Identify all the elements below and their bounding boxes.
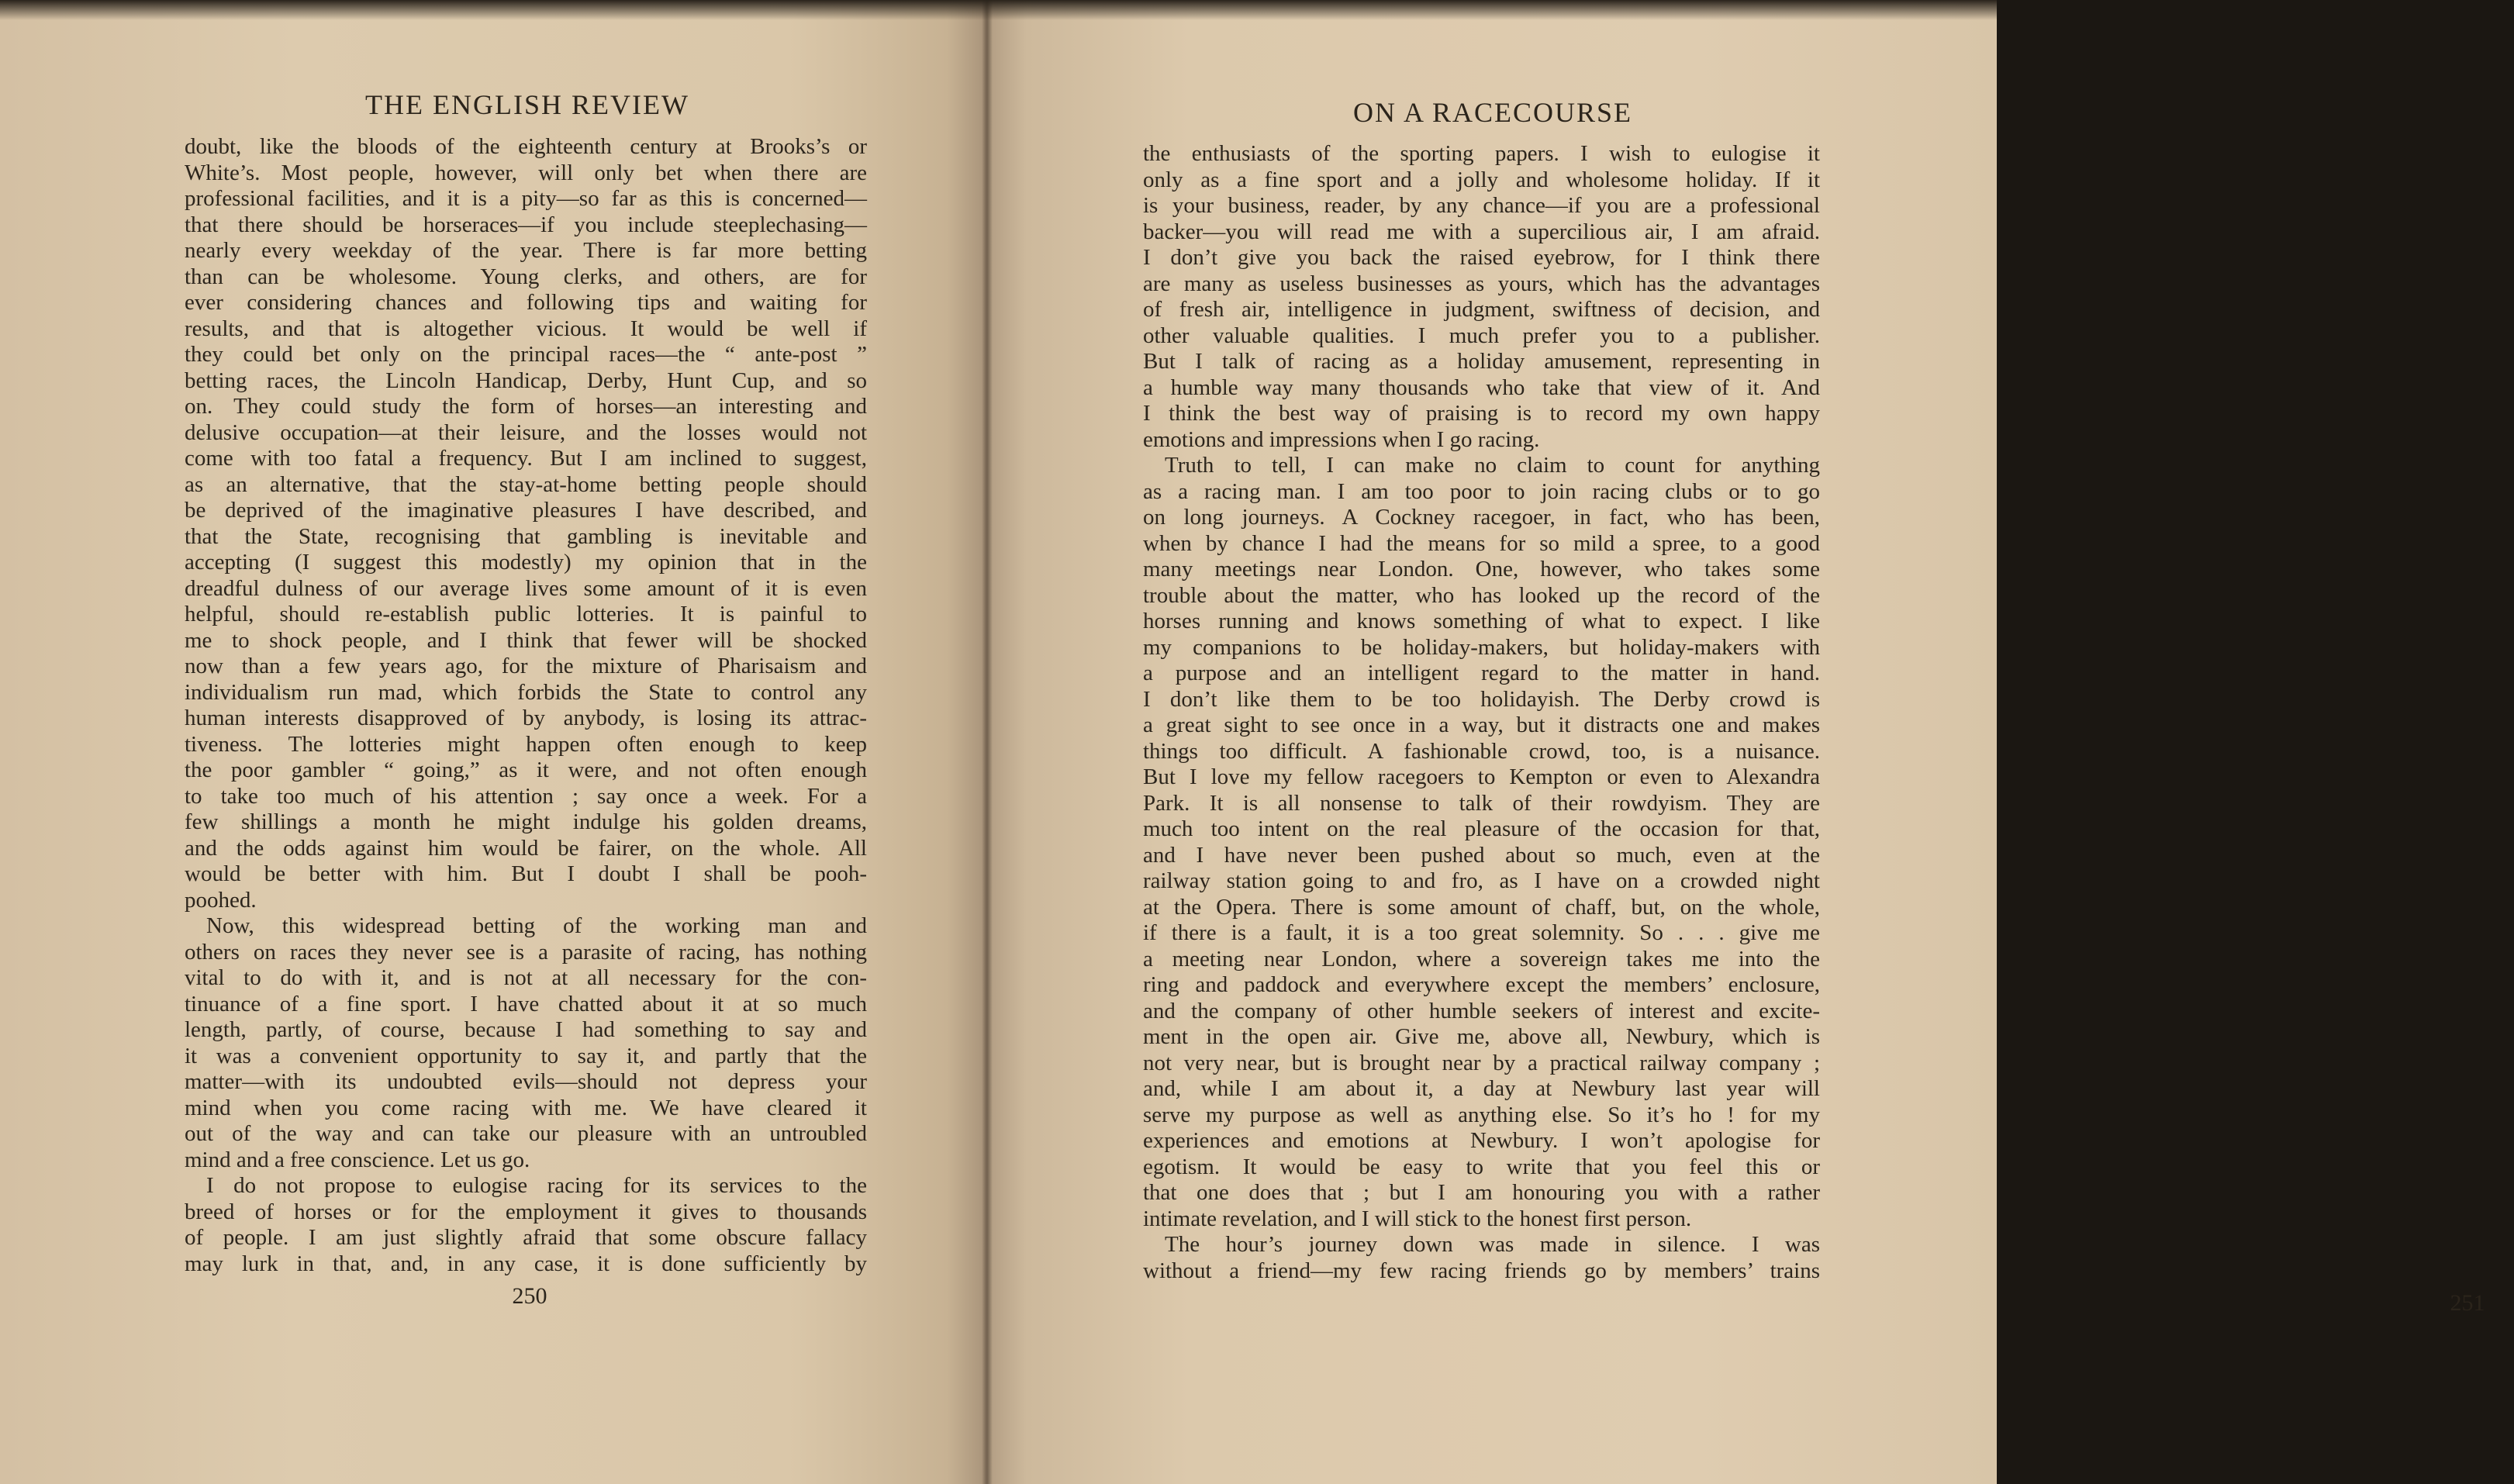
text-line: poohed. xyxy=(185,887,257,913)
text-line: delusive occupation—at their leisure, and the losses would not xyxy=(185,419,867,445)
text-line: my companions to be holiday-makers, but holiday-makers with xyxy=(1143,634,1820,660)
text-line: few shillings a month he might indulge his golden dreams, xyxy=(185,809,867,834)
text-line: matter—with its undoubted evils—should not depress your xyxy=(185,1069,867,1094)
text-line: accepting (I suggest this modestly) my opinion that in the xyxy=(185,550,867,575)
text-line: without a friend—my few racing friends go by members’ trains xyxy=(1143,1258,1820,1283)
text-line: is your business, reader, by any chance—if you are a professional xyxy=(1143,193,1820,218)
text-line: on. They could study the form of horses—an interesting and xyxy=(185,394,867,419)
text-line: the poor gambler “ going,” as it were, and not often enough xyxy=(185,758,867,782)
text-line: trouble about the matter, who has looked up the record of the xyxy=(1143,582,1820,608)
text-line: that there should be horseraces—if you include steeplechasing— xyxy=(185,212,867,237)
text-line: things too difficult. A fashionable crowd, too, is a nuisance. xyxy=(1143,738,1820,764)
text-line: mind and a free conscience. Let us go. xyxy=(185,1147,530,1172)
text-line: mind when you come racing with me. We have cleared it xyxy=(185,1095,867,1120)
text-line: a purpose and an intelligent regard to the matter in hand. xyxy=(1143,661,1820,685)
text-line: and, while I am about it, a day at Newbury last year will xyxy=(1143,1076,1820,1101)
text-line: if there is a fault, it is a too great solemnity. So . . . give me xyxy=(1143,920,1820,945)
text-line: that one does that ; but I am honouring you with a rather xyxy=(1143,1180,1820,1205)
text-line: breed of horses or for the employment it gives to thousands xyxy=(185,1199,867,1224)
text-line: nearly every weekday of the year. There is far more betting xyxy=(185,238,867,263)
text-line: human interests disapproved of by anybody, is losing its attrac- xyxy=(185,706,867,730)
text-line: it was a convenient opportunity to say it, and partly that the xyxy=(185,1043,867,1068)
text-line: results, and that is altogether vicious. It would be well if xyxy=(185,316,867,341)
text-line: much too intent on the real pleasure of the occasion for that, xyxy=(1143,816,1820,841)
text-line: intimate revelation, and I will stick to the honest first person. xyxy=(1143,1206,1692,1231)
text-line: ring and paddock and everywhere except the members’ enclosure, xyxy=(1143,972,1820,997)
text-line: the enthusiasts of the sporting papers. I wish to eulogise it xyxy=(1143,141,1820,166)
text-line: only as a fine sport and a jolly and wholesome holiday. If it xyxy=(1143,167,1820,192)
text-line: railway station going to and fro, as I have on a crowded night xyxy=(1143,868,1820,893)
page-number: 251 xyxy=(2450,1290,2485,1316)
text-line: they could bet only on the principal races—the “ ante-post ” xyxy=(185,342,867,367)
text-line: and I have never been pushed about so much, even at the xyxy=(1143,842,1820,868)
text-line: of fresh air, intelligence in judgment, swiftness of decision, and xyxy=(1143,297,1820,322)
text-line: as an alternative, that the stay-at-home betting people should xyxy=(185,471,867,497)
text-line: may lurk in that, and, in any case, it is done sufficiently by xyxy=(185,1251,867,1276)
text-line: doubt, like the bloods of the eighteenth century at Brooks’s or xyxy=(185,134,867,159)
text-line: out of the way and can take our pleasure with an untroubled xyxy=(185,1121,867,1146)
text-line: me to shock people, and I think that fewer will be shocked xyxy=(185,627,867,653)
text-line: when by chance I had the means for so mild a spree, to a good xyxy=(1143,530,1820,556)
text-line: experiences and emotions at Newbury. I won’t apologise for xyxy=(1143,1128,1820,1153)
text-line: be deprived of the imaginative pleasures I have described, and xyxy=(185,498,867,523)
text-line: of people. I am just slightly afraid that some obscure fallacy xyxy=(185,1225,867,1250)
text-line: ever considering chances and following tips and waiting for xyxy=(185,290,867,315)
text-line: But I love my fellow racegoers to Kempton or even to Alexandra xyxy=(1143,764,1820,789)
book-gutter xyxy=(982,0,993,1484)
text-line: dreadful dulness of our average lives some amount of it is even xyxy=(185,575,867,601)
text-line: many meetings near London. One, however, who takes some xyxy=(1143,557,1820,582)
text-line: others on races they never see is a parasite of racing, has nothing xyxy=(185,939,867,965)
text-line: not very near, but is brought near by a practical railway company ; xyxy=(1143,1050,1820,1075)
text-line: now than a few years ago, for the mixture of Pharisaism and xyxy=(185,654,867,678)
text-line: a humble way many thousands who take that view of it. And xyxy=(1143,374,1820,400)
text-line: a great sight to see once in a way, but it distracts one and makes xyxy=(1143,713,1820,737)
text-line: Now, this widespread betting of the working man and xyxy=(206,913,867,938)
text-line: emotions and impressions when I go racing. xyxy=(1143,426,1540,452)
text-line: Park. It is all nonsense to talk of their rowdyism. They are xyxy=(1143,790,1820,816)
text-line: The hour’s journey down was made in silence. I was xyxy=(1165,1232,1820,1257)
text-line: come with too fatal a frequency. But I am inclined to suggest, xyxy=(185,446,867,471)
running-head: ON A RACECOURSE xyxy=(1352,97,1633,128)
top-edge-shadow xyxy=(0,0,1997,20)
left-page-body xyxy=(185,134,867,1277)
text-line: Truth to tell, I can make no claim to count for anything xyxy=(1165,453,1820,478)
text-line: than can be wholesome. Young clerks, and others, are for xyxy=(185,264,867,289)
text-line: as a racing man. I am too poor to join racing clubs or to go xyxy=(1143,478,1820,504)
text-line: at the Opera. There is some amount of chaff, but, on the whole, xyxy=(1143,894,1820,920)
text-line: on long journeys. A Cockney racegoer, in fact, who has been, xyxy=(1143,505,1820,530)
page-number: 250 xyxy=(512,1283,547,1309)
text-line: I don’t like them to be too holidayish. The Derby crowd is xyxy=(1143,686,1820,712)
text-line: I don’t give you back the raised eyebrow, for I think there xyxy=(1143,245,1820,270)
text-line: I do not propose to eulogise racing for its services to the xyxy=(206,1173,867,1198)
text-line: that the State, recognising that gambling is inevitable and xyxy=(185,523,867,549)
text-line: White’s. Most people, however, will only bet when there are xyxy=(185,160,867,185)
text-line: professional facilities, and it is a pity—so far as this is concerned— xyxy=(185,186,867,211)
text-line: to take too much of his attention ; say once a week. For a xyxy=(185,783,867,809)
text-line: backer—you will read me with a supercilious air, I am afraid. xyxy=(1143,219,1820,244)
text-line: helpful, should re-establish public lotteries. It is painful to xyxy=(185,602,867,626)
text-line: other valuable qualities. I much prefer you to a publisher. xyxy=(1143,323,1820,348)
text-line: ment in the open air. Give me, above all, Newbury, which is xyxy=(1143,1024,1820,1049)
right-page-body xyxy=(1143,141,1820,1284)
text-line: serve my purpose as well as anything else. So it’s ho ! for my xyxy=(1143,1102,1820,1127)
text-line: a meeting near London, where a sovereign takes me into the xyxy=(1143,946,1820,972)
running-head: THE ENGLISH REVIEW xyxy=(365,89,689,120)
text-line: are many as useless businesses as yours, which has the advantages xyxy=(1143,271,1820,296)
text-line: individualism run mad, which forbids the State to control any xyxy=(185,679,867,705)
text-line: would be better with him. But I doubt I shall be pooh- xyxy=(185,861,867,886)
text-line: and the odds against him would be fairer, on the whole. All xyxy=(185,835,867,861)
text-line: and the company of other humble seekers of interest and excite- xyxy=(1143,998,1820,1023)
left-page xyxy=(0,0,986,1484)
text-line: length, partly, of course, because I had something to say and xyxy=(185,1017,867,1042)
text-line: betting races, the Lincoln Handicap, Derby, Hunt Cup, and so xyxy=(185,368,867,393)
text-line: tinuance of a fine sport. I have chatted about it at so much xyxy=(185,991,867,1016)
text-line: But I talk of racing as a holiday amusement, representing in xyxy=(1143,349,1820,374)
text-line: tiveness. The lotteries might happen often enough to keep xyxy=(185,731,867,757)
text-line: vital to do with it, and is not at all necessary for the con- xyxy=(185,965,867,990)
text-line: egotism. It would be easy to write that you feel this or xyxy=(1143,1154,1820,1179)
right-page xyxy=(986,0,2485,1484)
text-line: I think the best way of praising is to record my own happy xyxy=(1143,401,1820,426)
text-line: horses running and knows something of what to expect. I like xyxy=(1143,609,1820,633)
